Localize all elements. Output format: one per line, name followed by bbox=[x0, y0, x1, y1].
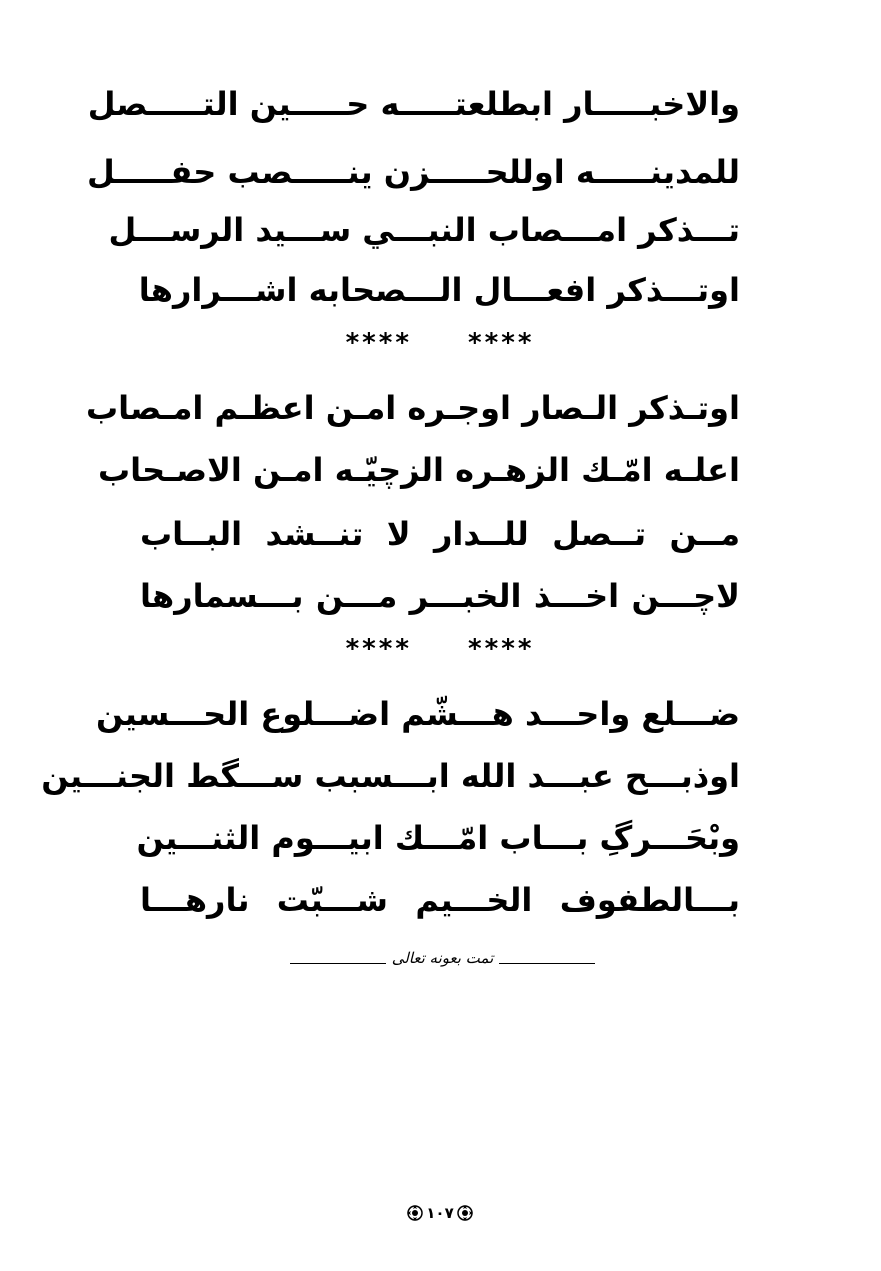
closing-line bbox=[290, 944, 595, 972]
verse-line: اوتـذكر الـصار اوجـره امـن اعظـم امـصاب bbox=[85, 389, 740, 427]
ornament-right-icon bbox=[456, 1204, 474, 1222]
closing-rule-left bbox=[290, 963, 386, 964]
closing-rule-right bbox=[499, 963, 595, 964]
separator-stars-left: **** bbox=[345, 328, 412, 358]
verse-line: ضـــلع واحـــد هـــشّم اضـــلوع الحـــسين bbox=[95, 695, 740, 733]
verse-line: والاخبـــــار ابطلعتـــــه حـــــين التـــــصل bbox=[87, 85, 740, 123]
verse-line: اوتـــذكر افعـــال الـــصحابه اشـــرارها bbox=[138, 271, 740, 309]
verse-line: مــن تــصل للــدار لا تنــشد البــاب bbox=[140, 515, 740, 553]
page-number bbox=[400, 1198, 480, 1228]
verse-line: بـــالطفوف الخـــيم شـــبّت نارهـــا bbox=[140, 881, 740, 919]
closing-text: تمت بعونه تعالى bbox=[391, 949, 494, 967]
verse-line: تـــذكر امـــصاب النبـــي ســـيد الرســـل bbox=[108, 211, 740, 249]
verse-line: اعلـه امّـك الزهـره الزچيّـه امـن الاصـحاب bbox=[97, 451, 740, 489]
separator-stars-left: **** bbox=[345, 634, 412, 664]
verse-line: للمدينـــــه اوللحـــــزن ينـــــصب حفـــــل bbox=[86, 153, 740, 191]
separator-stars-right: **** bbox=[468, 328, 535, 358]
verse-line: لاچـــن اخـــذ الخبـــر مـــن بـــسمارها bbox=[140, 577, 740, 615]
stanza-separator bbox=[140, 328, 740, 358]
verse-line: اوذبـــح عبـــد الله ابـــسبب ســـگط الجنـــين bbox=[41, 757, 740, 795]
ornament-left-icon bbox=[406, 1204, 424, 1222]
verse-line: وبْحَـــرگِ بـــاب امّـــك ابيـــوم الثنـــين bbox=[136, 819, 740, 857]
separator-stars-right: **** bbox=[468, 634, 535, 664]
stanza-separator bbox=[140, 634, 740, 664]
page-number-text: ١٠٧ bbox=[426, 1204, 454, 1222]
